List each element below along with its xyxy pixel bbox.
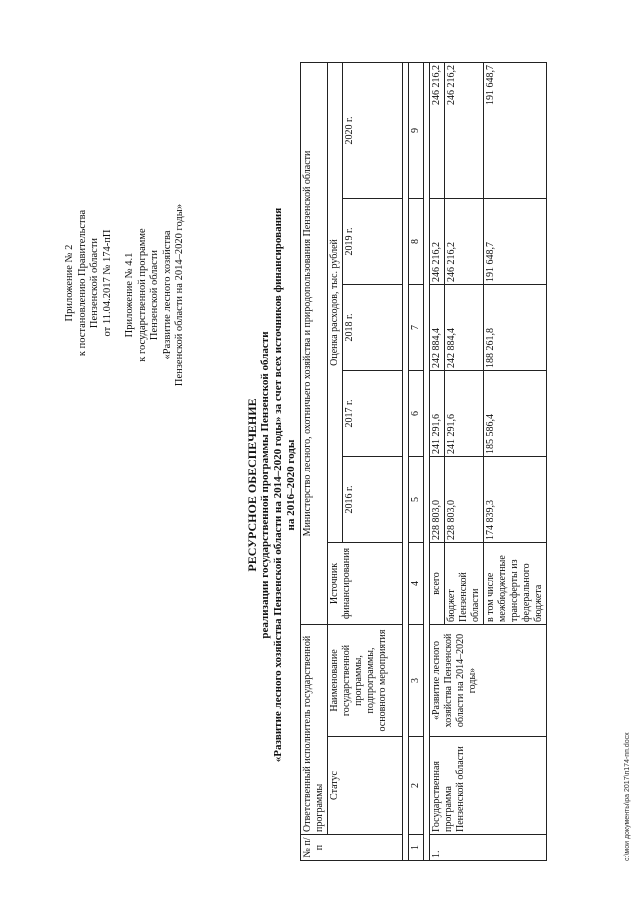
sub-appendix-program-2: Пензенской области на 2014–2020 годы» <box>174 203 185 387</box>
header-status: Статус <box>328 737 403 835</box>
file-path-footer: c:\мои документы\ра 2017\п174-пп.docx <box>624 732 631 861</box>
col-number: 3 <box>409 625 424 737</box>
col-number: 8 <box>409 199 424 285</box>
resource-table <box>300 62 547 861</box>
sub-appendix-to-program: к государственной программе <box>136 228 148 362</box>
header-name: Наименование государственной программы, подпрограммы, основного мероприятия <box>328 625 403 737</box>
appendix-date: от 11.04.2017 № 174-пП <box>101 229 113 337</box>
col-number: 5 <box>409 457 424 543</box>
header-estimate: Оценка расходов, тыс. рублей <box>328 62 343 542</box>
appendix-region: Пензенской области <box>89 237 100 329</box>
value-cell: 246 216,2 <box>445 199 484 285</box>
header-ministry: Министерство лесного, охотничьего хозяйства и природопользования Пензенской области <box>301 62 328 624</box>
row-number: 1. <box>430 835 547 861</box>
value-cell: 246 216,2 <box>430 62 445 198</box>
appendix-to-decree: к постановлению Правительства <box>76 209 88 357</box>
table-row <box>430 62 445 860</box>
value-cell: 241 291,6 <box>430 371 445 457</box>
title-line-4: на 2016–2020 годы <box>285 439 297 531</box>
title-line-2: реализации государственной программы Пензенской области <box>259 331 271 639</box>
header-source: Источник финансирования <box>328 543 403 625</box>
value-cell: 246 216,2 <box>430 199 445 285</box>
year-2017: 2017 г. <box>343 371 403 457</box>
value-cell: 246 216,2 <box>445 62 484 198</box>
value-cell: 191 648,7 <box>484 199 547 285</box>
year-2019: 2019 г. <box>343 199 403 285</box>
row-program-name: «Развитие лесного хозяйства Пензенской области на 2014–2020 годы» <box>430 625 547 737</box>
header-responsible: Ответственный исполнитель государственной программы <box>301 625 328 835</box>
value-cell: 241 291,6 <box>445 371 484 457</box>
value-cell: 228 803,0 <box>445 457 484 543</box>
source-total: всего <box>430 543 445 625</box>
value-cell: 174 839,3 <box>484 457 547 543</box>
document-title <box>246 185 298 785</box>
col-number: 9 <box>409 62 424 198</box>
header-no: № п/п <box>301 835 403 861</box>
value-cell: 242 884,4 <box>430 285 445 371</box>
sub-appendix-region: Пензенской области <box>149 249 160 341</box>
col-number: 1 <box>409 835 424 861</box>
year-2020: 2020 г. <box>343 62 403 198</box>
sub-appendix-header <box>124 180 187 410</box>
source-federal-transfers: в том числе межбюджетные трансферты из федерального бюджета <box>484 543 547 625</box>
source-budget: бюджет Пензенской области <box>445 543 484 625</box>
row-status: Государственная программа Пензенской области <box>430 737 547 835</box>
value-cell: 242 884,4 <box>445 285 484 371</box>
value-cell: 228 803,0 <box>430 457 445 543</box>
value-cell: 191 648,7 <box>484 62 547 198</box>
year-2016: 2016 г. <box>343 457 403 543</box>
appendix-number: Приложение № 2 <box>64 244 75 322</box>
col-number: 4 <box>409 543 424 625</box>
col-number: 2 <box>409 737 424 835</box>
col-number: 6 <box>409 371 424 457</box>
title-line-3: «Развитие лесного хозяйства Пензенской области на 2014–2020 годы» за счет всех источников финансирования <box>272 207 284 763</box>
sub-appendix-number: Приложение № 4.1 <box>124 252 135 338</box>
appendix-header <box>64 178 114 388</box>
value-cell: 185 586,4 <box>484 371 547 457</box>
table-header-row-2 <box>328 62 343 860</box>
column-numbers-row <box>409 62 424 860</box>
year-2018: 2018 г. <box>343 285 403 371</box>
title-line-1: РЕСУРСНОЕ ОБЕСПЕЧЕНИЕ <box>245 398 259 572</box>
table-header-row-1 <box>301 62 328 860</box>
value-cell: 188 261,8 <box>484 285 547 371</box>
col-number: 7 <box>409 285 424 371</box>
sub-appendix-program-1: «Развитие лесного хозяйства <box>161 230 173 360</box>
